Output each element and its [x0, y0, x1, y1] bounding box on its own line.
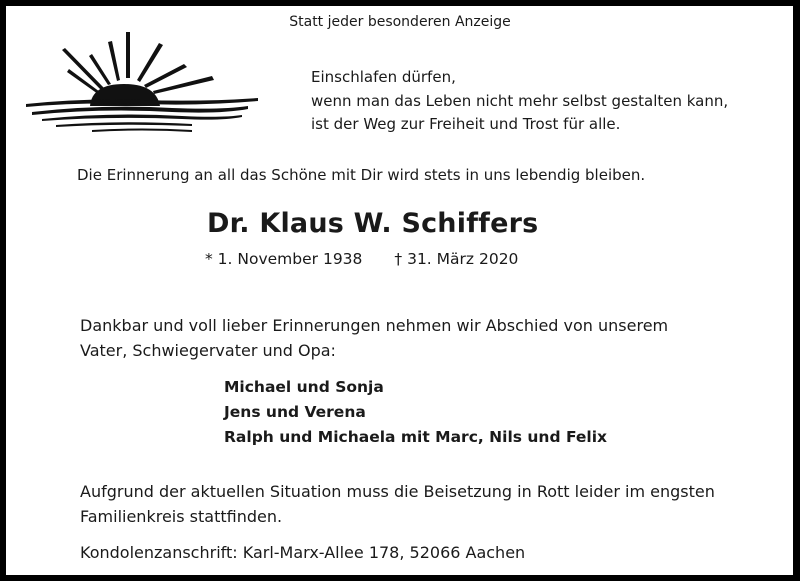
poem-line: ist der Weg zur Freiheit und Trost für alle.	[311, 115, 621, 133]
poem	[311, 66, 781, 137]
family-member: Jens und Verena	[224, 403, 366, 421]
thanks-line: Vater, Schwiegervater und Opa:	[80, 341, 336, 360]
thanks-text	[80, 313, 720, 363]
poem-line: wenn man das Leben nicht mehr selbst gestalten kann,	[311, 91, 729, 110]
sunset-icon	[22, 28, 262, 138]
header-notice: Statt jeder besonderen Anzeige	[289, 14, 511, 30]
life-dates	[205, 249, 518, 269]
poem-line: Einschlafen dürfen,	[311, 68, 456, 86]
family-member: Ralph und Michaela mit Marc, Nils und Felix	[224, 428, 608, 446]
condolence-address: Kondolenzanschrift: Karl-Marx-Allee 178, 52066 Aachen	[80, 543, 526, 562]
funeral-notice	[80, 479, 715, 529]
thanks-line: Dankbar und voll lieber Erinnerungen nehmen wir Abschied von unserem	[80, 316, 669, 335]
birth-date: * 1. November 1938	[205, 250, 363, 268]
funeral-line: Familienkreis stattfinden.	[80, 507, 283, 526]
family-member: Michael und Sonja	[224, 378, 384, 396]
death-date: † 31. März 2020	[394, 250, 519, 268]
family-list	[224, 375, 607, 450]
deceased-name: Dr. Klaus W. Schiffers	[207, 208, 539, 239]
funeral-line: Aufgrund der aktuellen Situation muss die Beisetzung in Rott leider im engsten	[80, 482, 715, 501]
memory-line: Die Erinnerung an all das Schöne mit Dir wird stets in uns lebendig bleiben.	[77, 166, 646, 184]
